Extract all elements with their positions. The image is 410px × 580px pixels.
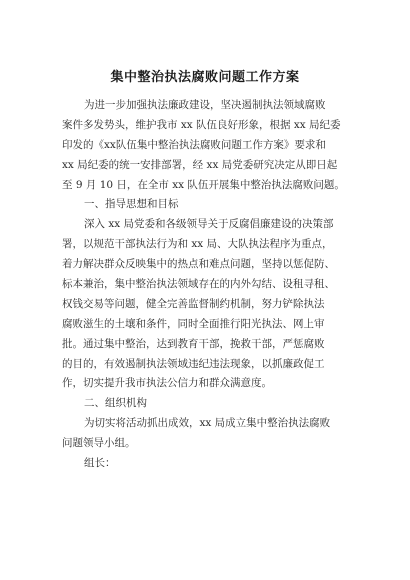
paragraph-line: 标本兼治，集中整治执法领域存在的内外勾结、设租寻租、: [62, 278, 335, 291]
paragraph-line: 作，切实提升我市执法公信力和群众满意度。: [62, 377, 272, 390]
section-heading: 二、组织机构: [84, 397, 147, 410]
paragraph-line: 深入 xx 局党委和各级领导关于反腐倡廉建设的决策部: [84, 218, 334, 231]
section-subheading: 组长：: [84, 457, 116, 470]
paragraph-line: 为切实将活动抓出成效，xx 局成立集中整治执法腐败: [84, 417, 331, 430]
section-heading: 一、指导思想和目标: [84, 198, 179, 211]
paragraph-line: 案件多发势头，维护我市 xx 队伍良好形象，根据 xx 局纪委: [62, 118, 341, 131]
paragraph-line: 署，以规范干部执法行为和 xx 局、大队执法程序为重点，: [62, 238, 333, 251]
paragraph-line: 腐败滋生的土壤和条件，同时全面推行阳光执法、网上审: [62, 317, 325, 330]
document-body: [62, 96, 354, 474]
paragraph-line: 批。通过集中整治，达到教育干部，挽救干部，严惩腐败: [62, 337, 325, 350]
paragraph-line: 印发的《xx队伍集中整治执法腐败问题工作方案》要求和: [62, 138, 326, 151]
paragraph-line: xx 局纪委的统一安排部署，经 xx 局党委研究决定从即日起: [62, 158, 338, 171]
paragraph-line: 着力解决群众反映集中的热点和难点问题，坚持以惩促防、: [62, 258, 335, 271]
paragraph-line: 为进一步加强执法廉政建设，坚决遏制执法领域腐败: [84, 99, 326, 111]
paragraph-line: 问题领导小组。: [62, 437, 136, 450]
paragraph-line: 权钱交易等问题，健全完善监督制约机制，努力铲除执法: [62, 297, 325, 310]
document-title: 集中整治执法腐败问题工作方案: [110, 70, 300, 85]
paragraph-line: 至 9 月 10 日，在全市 xx 队伍开展集中整治执法腐败问题。: [62, 178, 345, 191]
paragraph-line: 的目的，有效遏制执法领域违纪违法现象，以抓廉政促工: [62, 357, 325, 370]
